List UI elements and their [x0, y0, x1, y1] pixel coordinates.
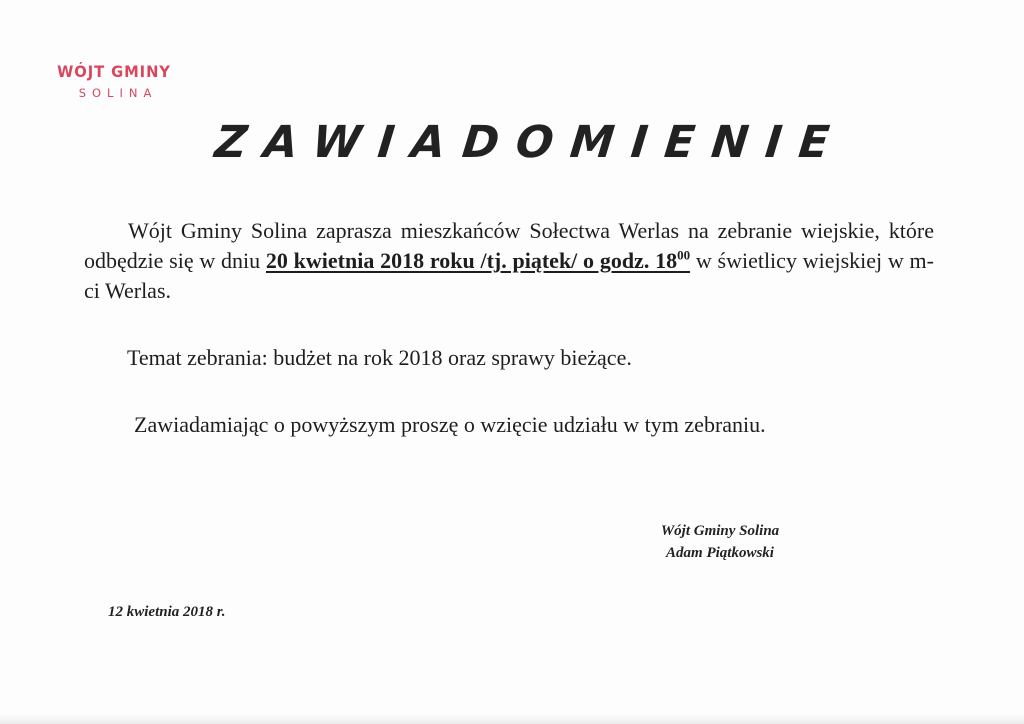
document-body	[84, 216, 934, 306]
invitation-text-end: w świetlicy wiejskiej w m-ci Werlas.	[84, 248, 934, 303]
page-bottom-edge	[0, 713, 1024, 724]
signature-title: Wójt Gminy Solina	[660, 523, 780, 539]
stamp-line-1: WÓJT GMINY	[57, 62, 171, 81]
meeting-date-time	[266, 248, 690, 273]
meeting-topic-paragraph: Temat zebrania: budżet na rok 2018 oraz sprawy bieżące.	[127, 345, 632, 370]
meeting-date-text: 20 kwietnia 2018 roku /tj. piątek/ o godz. 18	[265, 248, 678, 273]
official-stamp	[44, 64, 184, 100]
meeting-time-minutes: 00	[677, 247, 691, 263]
document-date: 12 kwietnia 2018 r.	[108, 604, 226, 620]
signature-name: Adam Piątkowski	[666, 545, 774, 561]
document-title: ZAWIADOMIENIE	[212, 117, 849, 168]
stamp-line-2: SOLINA	[78, 86, 158, 100]
closing-paragraph: Zawiadamiając o powyższym proszę o wzięcie udziału w tym zebraniu.	[134, 412, 766, 437]
signature-block	[600, 520, 840, 564]
invitation-text-start: Wójt Gminy Solina zaprasza mieszkańców Sołectwa Werlas na zebranie wiejskie, które odbędzie się w dniu	[84, 218, 934, 273]
invitation-paragraph	[84, 216, 934, 306]
